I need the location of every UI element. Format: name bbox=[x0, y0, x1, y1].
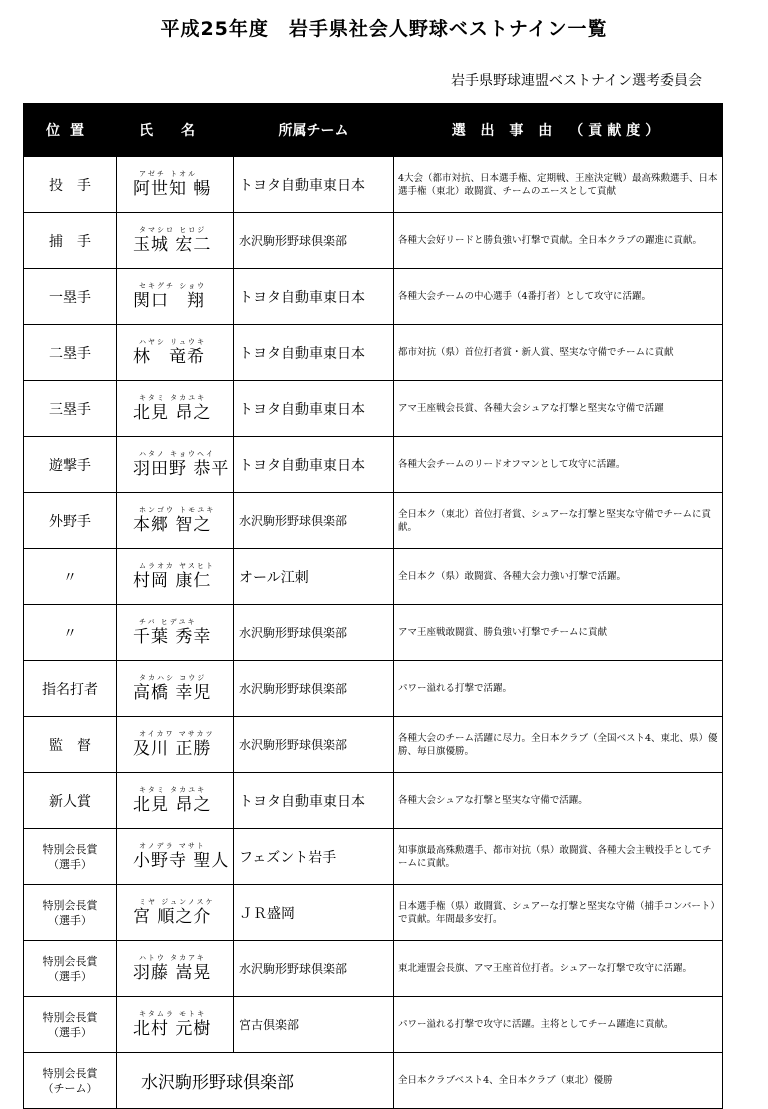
team-cell: トヨタ自動車東日本 bbox=[234, 381, 394, 437]
name-furigana: ホンゴウ トモユキ bbox=[139, 506, 216, 514]
position-cell: 特別会長賞 （選手） bbox=[24, 829, 117, 885]
table-row bbox=[24, 493, 723, 549]
player-name: 宮 順之介 bbox=[133, 907, 212, 927]
team-cell: フェズント岩手 bbox=[234, 829, 394, 885]
player-name: 本郷 智之 bbox=[133, 515, 212, 535]
reason-cell: 知事旗最高殊勲選手、都市対抗（県）敢闘賞、各種大会主戦投手としてチームに貢献。 bbox=[394, 829, 723, 885]
name-cell bbox=[117, 661, 234, 717]
team-cell: トヨタ自動車東日本 bbox=[234, 325, 394, 381]
team-cell: 水沢駒形野球倶楽部 bbox=[234, 605, 394, 661]
reason-cell: アマ王座戦会長賞、各種大会シュアな打撃と堅実な守備で活躍 bbox=[394, 381, 723, 437]
position-cell: 投 手 bbox=[24, 157, 117, 213]
reason-cell: 全日本ク（県）敢闘賞、各種大会力強い打撃で活躍。 bbox=[394, 549, 723, 605]
header-reason: 選 出 事 由 （貢献度） bbox=[394, 104, 723, 157]
header-position: 位置 bbox=[24, 104, 117, 157]
player-name: 羽田野 恭平 bbox=[133, 459, 230, 479]
table-row bbox=[24, 885, 723, 941]
position-cell: 特別会長賞 （選手） bbox=[24, 885, 117, 941]
team-cell: 水沢駒形野球倶楽部 bbox=[234, 661, 394, 717]
position-cell: 一塁手 bbox=[24, 269, 117, 325]
name-furigana: セキグチ ショウ bbox=[139, 282, 207, 290]
header-name: 氏 名 bbox=[117, 104, 234, 157]
player-name: 関口 翔 bbox=[133, 291, 205, 311]
name-cell bbox=[117, 213, 234, 269]
team-cell: トヨタ自動車東日本 bbox=[234, 157, 394, 213]
table-header-row bbox=[24, 104, 723, 157]
organization-name: 岩手県野球連盟ベストナイン選考委員会 bbox=[450, 73, 702, 89]
reason-cell: パワー溢れる打撃で攻守に活躍。主将としてチーム躍進に貢献。 bbox=[394, 997, 723, 1053]
table-row bbox=[24, 549, 723, 605]
table-row bbox=[24, 381, 723, 437]
reason-cell: 各種大会チームのリードオフマンとして攻守に活躍。 bbox=[394, 437, 723, 493]
best-nine-table bbox=[23, 103, 723, 1109]
name-cell bbox=[117, 717, 234, 773]
position-cell: 二塁手 bbox=[24, 325, 117, 381]
team-cell: 水沢駒形野球倶楽部 bbox=[234, 213, 394, 269]
player-name: 北見 昂之 bbox=[133, 403, 212, 423]
position-cell: 監 督 bbox=[24, 717, 117, 773]
position-cell: 捕 手 bbox=[24, 213, 117, 269]
team-cell: 水沢駒形野球倶楽部 bbox=[234, 941, 394, 997]
team-cell: 水沢駒形野球倶楽部 bbox=[234, 717, 394, 773]
position-cell: 新人賞 bbox=[24, 773, 117, 829]
player-name: 村岡 康仁 bbox=[133, 571, 212, 591]
table-row bbox=[24, 437, 723, 493]
name-cell bbox=[117, 829, 234, 885]
team-cell: オール江刺 bbox=[234, 549, 394, 605]
name-furigana: オノデラ マサト bbox=[139, 842, 206, 850]
header-team: 所属チーム bbox=[234, 104, 394, 157]
table-row bbox=[24, 157, 723, 213]
name-furigana: ミヤ ジュンノスケ bbox=[139, 898, 215, 906]
player-name: 北村 元樹 bbox=[133, 1019, 212, 1039]
player-name: 小野寺 聖人 bbox=[133, 851, 230, 871]
table-row bbox=[24, 325, 723, 381]
reason-cell: 東北連盟会長旗、アマ王座首位打者。シュアーな打撃で攻守に活躍。 bbox=[394, 941, 723, 997]
team-cell: ＪＲ盛岡 bbox=[234, 885, 394, 941]
name-furigana: ムラオカ ヤスヒト bbox=[139, 562, 215, 570]
player-name: 阿世知 暢 bbox=[133, 179, 212, 199]
position-cell: 指名打者 bbox=[24, 661, 117, 717]
name-furigana: ハタノ キョウヘイ bbox=[139, 450, 216, 458]
name-cell bbox=[117, 941, 234, 997]
name-cell bbox=[117, 157, 234, 213]
name-furigana: アゼチ トオル bbox=[139, 170, 197, 178]
name-furigana: オイカワ マサカツ bbox=[139, 730, 215, 738]
name-cell bbox=[117, 493, 234, 549]
position-cell: 特別会長賞 （チーム） bbox=[24, 1053, 117, 1109]
player-name: 及川 正勝 bbox=[133, 739, 212, 759]
page-title: 平成25年度 岩手県社会人野球ベストナイン一覧 bbox=[160, 18, 608, 40]
name-furigana: キタミ タカユキ bbox=[139, 786, 207, 794]
team-cell: 宮古倶楽部 bbox=[234, 997, 394, 1053]
name-furigana: ハトウ タカアキ bbox=[139, 954, 206, 962]
reason-cell: 全日本クラブベスト4、全日本クラブ（東北）優勝 bbox=[394, 1053, 723, 1109]
name-furigana: チバ ヒデユキ bbox=[139, 618, 197, 626]
table-row bbox=[24, 717, 723, 773]
reason-cell: 各種大会好リードと勝負強い打撃で貢献。全日本クラブの躍進に貢献。 bbox=[394, 213, 723, 269]
reason-cell: アマ王座戦敢闘賞、勝負強い打撃でチームに貢献 bbox=[394, 605, 723, 661]
reason-cell: パワー溢れる打撃で活躍。 bbox=[394, 661, 723, 717]
position-cell: 遊撃手 bbox=[24, 437, 117, 493]
table-row bbox=[24, 1053, 723, 1109]
player-name: 千葉 秀幸 bbox=[133, 627, 212, 647]
reason-cell: 各種大会のチーム活躍に尽力。全日本クラブ（全国ベスト4、東北、県）優勝、毎日旗優勝。 bbox=[394, 717, 723, 773]
name-cell bbox=[117, 773, 234, 829]
name-furigana: タマシロ ヒロジ bbox=[139, 226, 207, 234]
table-row bbox=[24, 997, 723, 1053]
position-cell: 〃 bbox=[24, 605, 117, 661]
player-name: 林 竜希 bbox=[133, 347, 205, 367]
player-name: 玉城 宏二 bbox=[133, 235, 212, 255]
reason-cell: 各種大会チームの中心選手（4番打者）として攻守に活躍。 bbox=[394, 269, 723, 325]
player-name: 北見 昂之 bbox=[133, 795, 212, 815]
table-row bbox=[24, 269, 723, 325]
team-name-cell: 水沢駒形野球倶楽部 bbox=[117, 1053, 394, 1109]
name-cell bbox=[117, 549, 234, 605]
team-cell: トヨタ自動車東日本 bbox=[234, 437, 394, 493]
team-cell: トヨタ自動車東日本 bbox=[234, 269, 394, 325]
player-name: 高橋 幸児 bbox=[133, 683, 212, 703]
table-body bbox=[24, 157, 723, 1109]
name-cell bbox=[117, 885, 234, 941]
reason-cell: 4大会（都市対抗、日本選手権、定期戦、王座決定戦）最高殊勲選手、日本選手権（東北）敢闘賞、チームのエースとして貢献 bbox=[394, 157, 723, 213]
table-row bbox=[24, 605, 723, 661]
table-row bbox=[24, 829, 723, 885]
team-cell: トヨタ自動車東日本 bbox=[234, 773, 394, 829]
position-cell: 外野手 bbox=[24, 493, 117, 549]
name-cell bbox=[117, 997, 234, 1053]
team-cell: 水沢駒形野球倶楽部 bbox=[234, 493, 394, 549]
name-cell bbox=[117, 605, 234, 661]
player-name: 羽藤 嵩晃 bbox=[133, 963, 212, 983]
name-cell bbox=[117, 269, 234, 325]
name-furigana: タカハシ コウジ bbox=[139, 674, 207, 682]
table-row bbox=[24, 941, 723, 997]
table-row bbox=[24, 213, 723, 269]
table-row bbox=[24, 773, 723, 829]
position-cell: 三塁手 bbox=[24, 381, 117, 437]
reason-cell: 各種大会シュアな打撃と堅実な守備で活躍。 bbox=[394, 773, 723, 829]
table-row bbox=[24, 661, 723, 717]
reason-cell: 日本選手権（県）敢闘賞、シュアーな打撃と堅実な守備（捕手コンバート）で貢献。年間最多安打。 bbox=[394, 885, 723, 941]
name-cell bbox=[117, 437, 234, 493]
reason-cell: 都市対抗（県）首位打者賞・新人賞、堅実な守備でチームに貢献 bbox=[394, 325, 723, 381]
position-cell: 特別会長賞 （選手） bbox=[24, 997, 117, 1053]
reason-cell: 全日本ク（東北）首位打者賞、シュアーな打撃と堅実な守備でチームに貢献。 bbox=[394, 493, 723, 549]
position-cell: 特別会長賞 （選手） bbox=[24, 941, 117, 997]
name-cell bbox=[117, 325, 234, 381]
name-furigana: キタミ タカユキ bbox=[139, 394, 207, 402]
position-cell: 〃 bbox=[24, 549, 117, 605]
name-furigana: ハヤシ リュウキ bbox=[139, 338, 206, 346]
name-furigana: キタムラ モトキ bbox=[139, 1010, 207, 1018]
name-cell bbox=[117, 381, 234, 437]
